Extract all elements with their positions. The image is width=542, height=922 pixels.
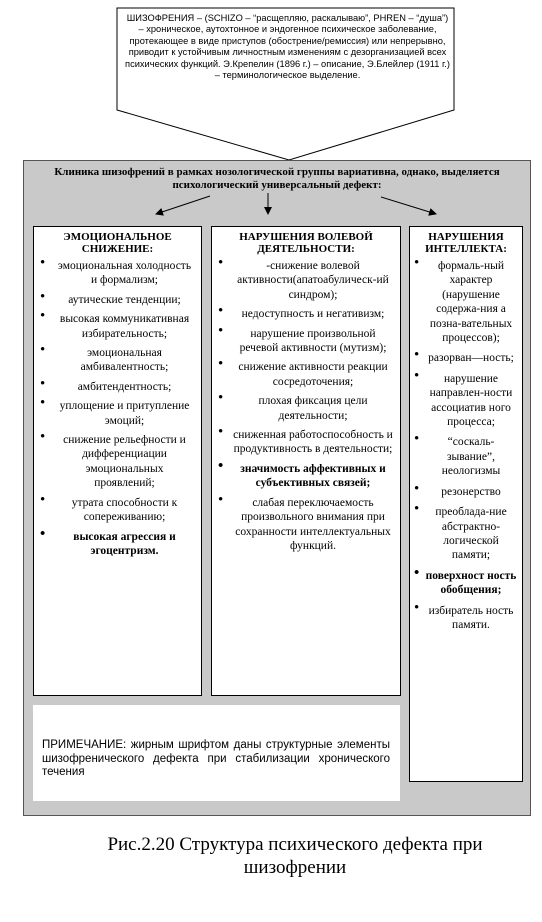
note-text: ПРИМЕЧАНИЕ: жирным шрифтом даны структурные элементы шизофренического дефекта при стабилизации хронического течения (42, 739, 390, 778)
emotional-decline-box (33, 226, 202, 696)
list-item: • сниженная работоспособность и продуктивность в деятельности; (218, 428, 394, 457)
emotional-decline-title: ЭМОЦИОНАЛЬНОЕ СНИЖЕНИЕ: (63, 231, 172, 255)
emotional-decline-list (40, 259, 195, 558)
note-box (33, 705, 400, 801)
list-item: • “соскаль-зывание”, неологизмы (414, 435, 518, 478)
schizophrenia-definition: ШИЗОФРЕНИЯ – (SCHIZO – “расщепляю, раскалываю”, PHREN – “душа”) – хроническое, аутохтонное и эндогенное психическое заболевание, протекающее в виде приступов (обострение/ремиссия) или непрерывно, приводит к устойчивым личностным изменениям с дезорганизацией всех психических функций. Э.Крепелин (1896 г.) – описание, Э.Блейлер (1911 г.) – терминологическое выделение. (125, 13, 450, 81)
list-item: • эмоциональная амбивалентность; (40, 346, 195, 375)
volitional-disorders-list (218, 259, 394, 553)
list-item: • разорван—ность; (414, 351, 518, 365)
volitional-disorders-box (211, 226, 401, 696)
clinic-statement: Клиника шизофрений в рамках нозологической группы вариативна, однако, выделяется психологический универсальный дефект: (54, 166, 500, 191)
list-item: • недоступность и негативизм; (218, 307, 394, 321)
arrow-to-intellect (381, 197, 436, 214)
intellect-disorders-box (409, 226, 523, 782)
list-item: • высокая агрессия и эгоцентризм. (40, 530, 195, 559)
list-item: • нарушение направлен-ности ассоциатив ного процесса; (414, 372, 518, 430)
list-item: • плохая фиксация цели деятельности; (218, 394, 394, 423)
list-item: • формаль-ный характер (нарушение содержа-ния a позна-вательных процессов); (414, 259, 518, 345)
volitional-disorders-title: НАРУШЕНИЯ ВОЛЕВОЙ ДЕЯТЕЛЬНОСТИ: (239, 231, 373, 255)
list-item: • уплощение и притупление эмоций; (40, 399, 195, 428)
list-item: • амбитендентность; (40, 380, 195, 394)
list-item: • аутические тенденции; (40, 293, 195, 307)
list-item: • нарушение произвольной речевой активности (мутизм); (218, 327, 394, 356)
intellect-disorders-list (414, 259, 518, 632)
list-item: • избиратель ность памяти. (414, 604, 518, 633)
list-item: • снижение активности реакции сосредоточения; (218, 360, 394, 389)
list-item: • поверхност ность обобщения; (414, 569, 518, 598)
list-item: • снижение рельефности и дифференциации эмоциональных проявлений; (40, 433, 195, 491)
list-item: • высокая коммуникативная избирательность; (40, 312, 195, 341)
list-item: • утрата способности к сопереживанию; (40, 496, 195, 525)
intellect-disorders-title: НАРУШЕНИЯ ИНТЕЛЛЕКТА: (425, 231, 507, 255)
list-item: • эмоциональная холодность и формализм; (40, 259, 195, 288)
list-item: • преоблада-ние абстрактно-логической памяти; (414, 505, 518, 563)
arrow-to-emotional (156, 196, 210, 214)
list-item: • значимость аффективных и субъективных связей; (218, 462, 394, 491)
list-item: • резонерство (414, 485, 518, 499)
figure-caption: Рис.2.20 Структура психического дефекта при шизофрении (107, 834, 483, 878)
list-item: • слабая переключаемость произвольного внимания при сохранности интеллектуальных функций. (218, 496, 394, 554)
list-item: • -снижение волевой активности(апатоабулическ-ий синдром); (218, 259, 394, 302)
